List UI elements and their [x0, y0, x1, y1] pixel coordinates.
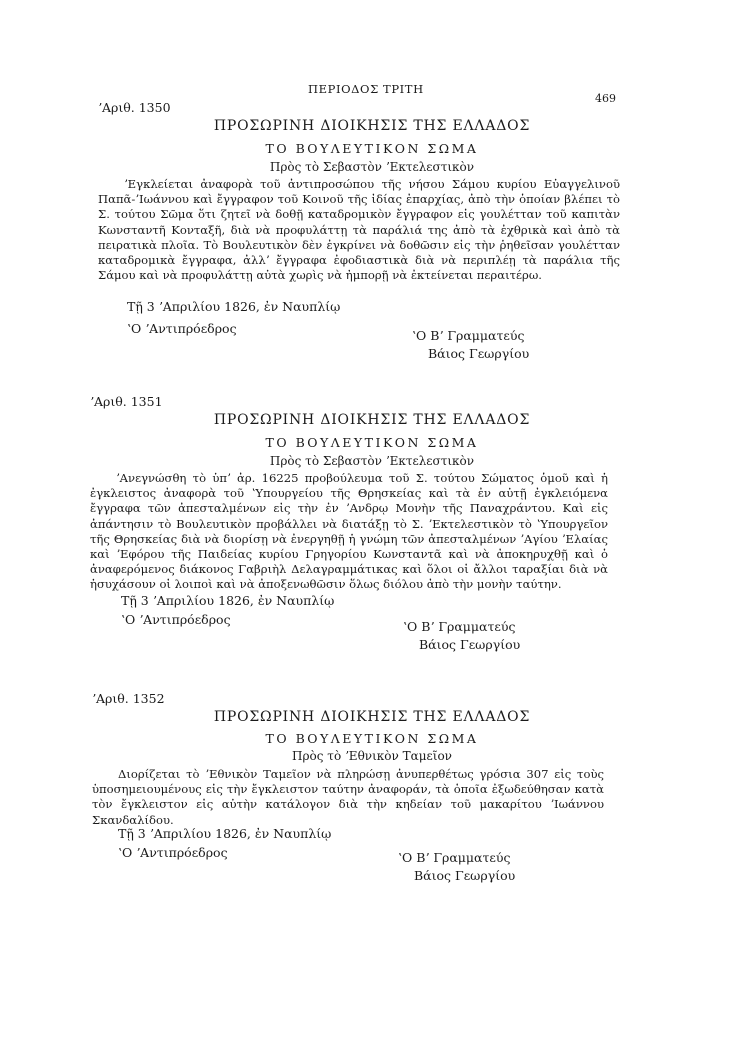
body-heading: ΤΟ ΒΟΥΛΕΥΤΙΚΟΝ ΣΩΜΑ — [265, 435, 479, 450]
vice-president-signature: ʽΟ ʼΑντιπρόεδρος — [127, 321, 237, 336]
addressee-line: Πρὸς τὸ Σεβαστὸν ʼΕκτελεστικὸν — [269, 454, 475, 468]
issuer-heading: ΠΡΟΣΩΡΙΝΗ ΔΙΟΙΚΗΣΙΣ ΤΗΣ ΕΛΛΑΔΟΣ — [213, 412, 531, 428]
secretary-title: ʽΟ Βʼ Γραμματεύς — [412, 328, 525, 343]
document-number: ʼΑριθ. 1352 — [92, 691, 165, 706]
running-title: ΠΕΡΙΟΔΟΣ ΤΡΙΤΗ — [308, 82, 424, 96]
page-number: 469 — [595, 92, 616, 105]
body-heading: ΤΟ ΒΟΥΛΕΥΤΙΚΟΝ ΣΩΜΑ — [265, 141, 479, 156]
document-text: ʼΕγκλείεται ἀναφορὰ τοῦ ἀντιπροσώπου τῆς νήσου Σάμου κυρίου Εὐαγγελινοῦ Παπᾶ-ʼΙωάννου καὶ ἔγγραφον τοῦ Κοινοῦ τῆς ἰδίας ἐπαρχίας, ἀπὸ τὴν ὁποίαν βλέπει τὸ Σ. τούτου Σῶμα ὅτι ζητεῖ νὰ δοθῇ καταδρομικὸν ἔγγραφον εἰς γουλέτταν τοῦ καπιτὰν Κωνσταντῆ Κονταξῆ, διὰ νὰ προφυλάττῃ τὰ παράλιά της ἀπὸ τὰ ἐχθρικὰ καὶ ἀπὸ τὰ πειρατικὰ πλοῖα. Τὸ Βουλευτικὸν δὲν ἐγκρίνει νὰ δοθῶσιν εἰς τὴν ῥηθεῖσαν γουλέτταν καταδρομικὰ ἔγγραφα, ἀλλʼ ἔγγραφα ἐφοδιαστικὰ διὰ νὰ περιπλέῃ τὰ παράλια τῆς Σάμου καὶ νὰ προφυλάττῃ αὐτὰ χωρὶς νὰ ἠμπορῇ νὰ ἐκτείνεται περαιτέρω. — [98, 177, 620, 283]
vice-president-signature: ʽΟ ʼΑντιπρόεδρος — [118, 845, 228, 860]
page-header — [0, 82, 744, 105]
vice-president-signature: ʽΟ ʼΑντιπρόεδρος — [121, 612, 231, 627]
issuer-heading: ΠΡΟΣΩΡΙΝΗ ΔΙΟΙΚΗΣΙΣ ΤΗΣ ΕΛΛΑΔΟΣ — [213, 709, 531, 725]
document-text: ʼΑνεγνώσθη τὸ ὑπʼ ἀρ. 16225 προβούλευμα τοῦ Σ. τούτου Σώματος ὁμοῦ καὶ ἡ ἐγκλειστος ἀναφορὰ τοῦ ʽΥπουργείου τῆς Θρησκείας καὶ τὰ ἐν αὐτῇ ἐγκλειόμενα ἔγγραφα τῶν ἀπεσταλμένων εἰς τὴν ἐν ʼΑνδρῳ Μονὴν τῆς Παναχράντου. Καὶ εἰς ἀπάντησιν τὸ Βουλευτικὸν προβάλλει νὰ διατάξῃ τὸ Σ. ʼΕκτελεστικὸν τὸ ʽΥπουργεῖον τῆς Θρησκείας διὰ νὰ διορίσῃ νὰ ἐνεργηθῇ ἡ γνώμη τῶν ἀπεσταλμένων ʼΑγίου ʼΕλαίας καὶ ʼΕφόρου τῆς Παιδείας κυρίου Γρηγορίου Κωνσταντᾶ καὶ νὰ ἀποκηρυχθῇ καὶ ὁ ἀναφερόμενος διάκονος Γαβριὴλ Δελαγραμμάτικας καὶ ὅλοι οἱ ἄλλοι ταραξίαι διὰ νὰ ἡσυχάσουν οἱ λοιποὶ καὶ νὰ ἀποξενωθῶσιν ὅλως διόλου ἀπὸ τὴν μονὴν ταύτην. — [90, 471, 608, 592]
date-place: Τῇ 3 ʼΑπριλίου 1826, ἐν Ναυπλίῳ — [127, 299, 341, 314]
document-number: ʼΑριθ. 1351 — [90, 394, 163, 409]
date-place: Τῇ 3 ʼΑπριλίου 1826, ἐν Ναυπλίῳ — [121, 593, 335, 608]
body-heading: ΤΟ ΒΟΥΛΕΥΤΙΚΟΝ ΣΩΜΑ — [265, 731, 479, 746]
date-place: Τῇ 3 ʼΑπριλίου 1826, ἐν Ναυπλίῳ — [118, 826, 332, 841]
document-number: ʼΑριθ. 1350 — [98, 100, 171, 115]
addressee-line: Πρὸς τὸ Σεβαστὸν ʼΕκτελεστικὸν — [269, 160, 475, 174]
document-text: Διορίζεται τὸ ʼΕθνικὸν Ταμεῖον νὰ πληρώσῃ ἀνυπερθέτως γρόσια 307 εἰς τοὺς ὑποσημειουμένους εἰς τὴν ἔγκλειστον ταύτην ἀναφοράν, τὰ ὁποῖα ἐξωδεύθησαν κατὰ τὸν ἔγκλειστον εἰς αὐτὴν κατάλογον διὰ τὴν κηδείαν τοῦ μακαρίτου ʼΙωάννου Σκανδαλίδου. — [92, 767, 604, 827]
issuer-heading: ΠΡΟΣΩΡΙΝΗ ΔΙΟΙΚΗΣΙΣ ΤΗΣ ΕΛΛΑΔΟΣ — [213, 118, 531, 134]
addressee-line: Πρὸς τὸ ʼΕθνικὸν Ταμεῖον — [292, 749, 452, 763]
secretary-title: ʽΟ Βʼ Γραμματεύς — [403, 619, 516, 634]
secretary-name: Βάιος Γεωργίου — [428, 346, 530, 361]
secretary-title: ʽΟ Βʼ Γραμματεύς — [398, 850, 511, 865]
secretary-name: Βάιος Γεωργίου — [419, 637, 521, 652]
secretary-name: Βάιος Γεωργίου — [414, 868, 516, 883]
